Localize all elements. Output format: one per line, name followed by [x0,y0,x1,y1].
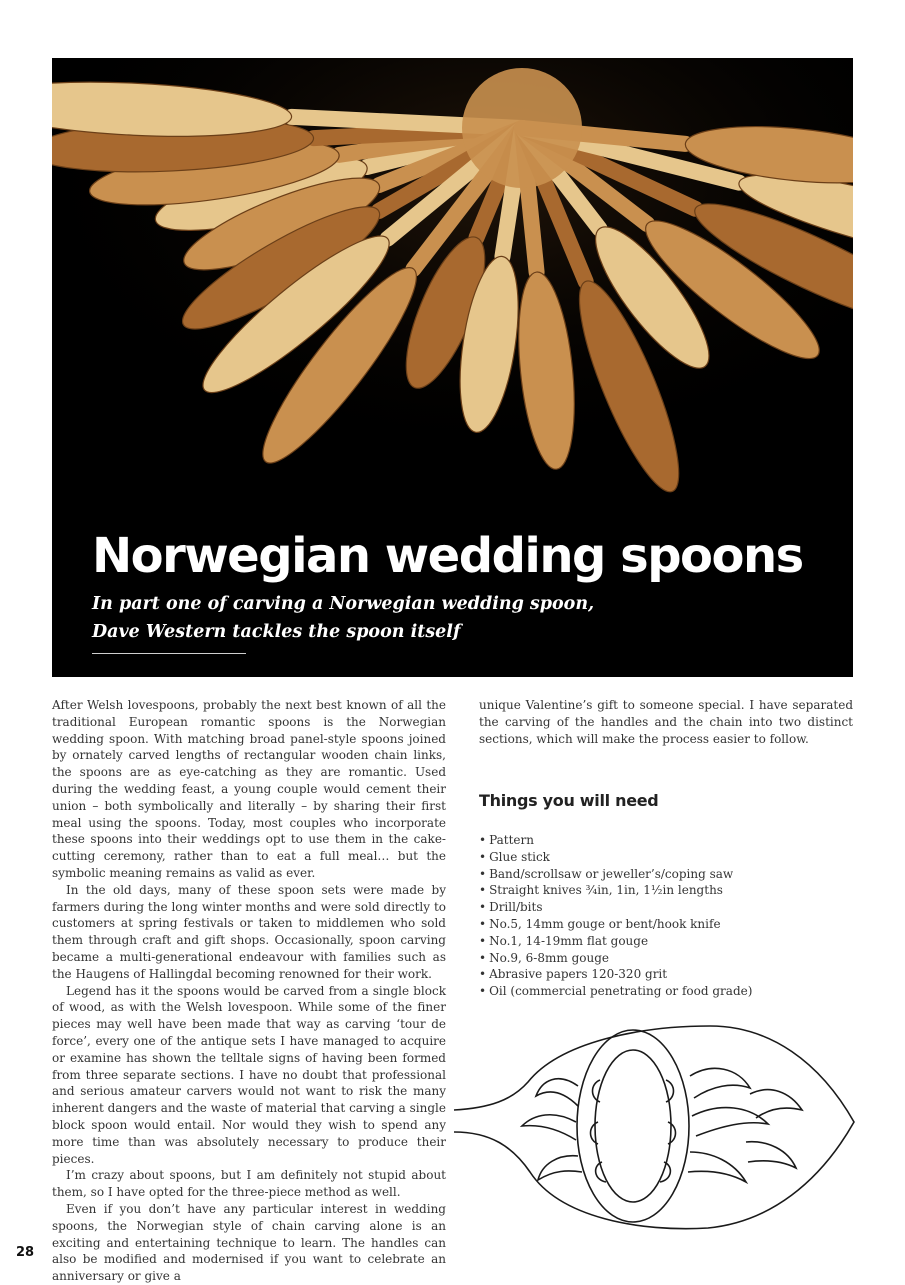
list-item: • Straight knives ¾in, 1in, 1½in lengths [479,882,752,899]
leaf-motif [536,1079,578,1106]
article-title: Norwegian wedding spoons [92,528,803,584]
standfirst-line-1: In part one of carving a Norwegian wedding spoon, [92,594,595,614]
list-item: • Glue stick [479,849,752,866]
things-needed-heading: Things you will need [479,791,659,810]
body-paragraph: unique Valentine’s gift to someone special. I have separated the carving of the handles and the chain into two distinct sections, which will make the process easier to follow. [479,698,853,746]
list-item: • No.9, 6-8mm gouge [479,950,752,967]
list-item: • Abrasive papers 120-320 grit [479,966,752,983]
leaf-motif [746,1142,796,1168]
body-column-right [479,697,853,747]
list-item: • Pattern [479,832,752,849]
list-item: • Oil (commercial penetrating or food grade) [479,983,752,1000]
leaf-motif [750,1090,802,1118]
body-paragraph: Even if you don’t have any particular interest in wedding spoons, the Norwegian style of chain carving alone is an exciting and entertaining technique to learn. The handles can also be modified and modernised if you want to celebrate an anniversary or give a [52,1201,446,1284]
list-item: • No.1, 14-19mm flat gouge [479,933,752,950]
things-needed-list [479,832,752,1000]
hero-banner [52,58,853,677]
spoon-pattern-diagram [450,1022,860,1232]
list-item: • Drill/bits [479,899,752,916]
list-item: • Band/scrollsaw or jeweller’s/coping saw [479,866,752,883]
body-paragraph: After Welsh lovespoons, probably the next best known of all the traditional European romantic spoons is the Norwegian wedding spoon. With matching broad panel-style spoons joined by ornately carved lengths of rectangular wooden chain links, the spoons are as eye-catching as they are romantic. Used during the wedding feast, a young couple would cement their union – both symbolically and literally – by sharing their first meal using the spoons. Today, most couples who incorporate these spoons into their weddings opt to use them in the cake-cutting ceremony, rather than to eat a full meal… but the symbolic meaning remains as valid as ever. [52,698,446,880]
leaf-motif [688,1152,746,1182]
spoons-photo [52,58,853,538]
body-paragraph: Legend has it the spoons would be carved from a single block of wood, as with the Welsh lovespoon. While some of the finer pieces may well have been made that way as carving ‘tour de force’, every one of the antique sets I have managed to acquire or examine has shown the telltale signs of having been formed from three separate sections. I have no doubt that professional and serious amateur carvers would not want to risk the many inherent dangers and the waste of material that carving a single block spoon would entail. Nor would they wish to spend any more time than was absolutely necessary to produce their pieces. [52,983,446,1166]
standfirst-line-2: Dave Western tackles the spoon itself [92,622,461,642]
chain-link-cluster [462,68,582,188]
list-item: • No.5, 14mm gouge or bent/hook knife [479,916,752,933]
leaf-motif [690,1068,750,1098]
leaf-motif [538,1156,582,1180]
oval-frame-outer [577,1030,689,1222]
body-paragraph: I’m crazy about spoons, but I am definitely not stupid about them, so I have opted for the three-piece method as well. [52,1168,446,1200]
page-number: 28 [16,1245,35,1260]
oval-frame-inner [595,1050,671,1202]
leaf-motif [692,1108,768,1136]
title-rule [92,653,246,654]
body-paragraph: In the old days, many of these spoon sets were made by farmers during the long winter months and were sold directly to customers at spring festivals or taken to middlemen who sold them through craft and gift shops. Occasionally, spoon carving became a multi-generational endeavour with families such as the Haugens of Hallingdal becoming renowned for their work. [52,882,446,981]
spoon-outline [454,1026,854,1229]
article-standfirst [92,590,652,646]
leaf-motif [522,1115,576,1140]
body-column-left [52,697,446,1285]
